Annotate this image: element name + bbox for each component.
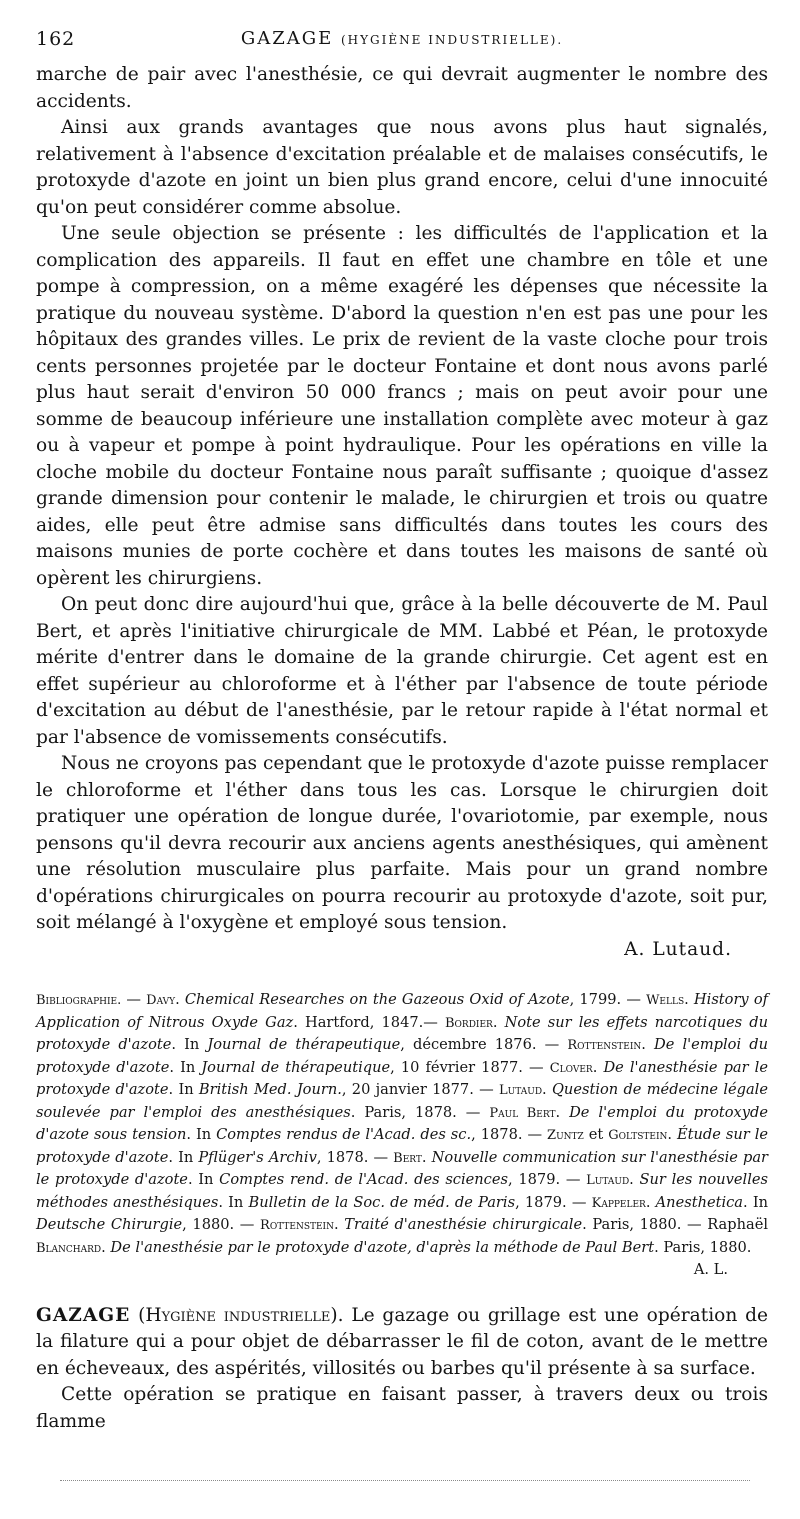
biblio-part: . (645, 1193, 656, 1211)
biblio-part: , décembre 1876. — (400, 1036, 568, 1053)
biblio-author: Lutaud (499, 1083, 543, 1098)
biblio-part: et (583, 1126, 609, 1143)
biblio-part: , 20 janvier 1877. — (341, 1081, 500, 1098)
biblio-author: Wells (646, 993, 685, 1008)
paragraph-5: Nous ne croyons pas cependant que le protoxyde d'azote puisse remplacer le chloroforme et l'éther dans tous les cas. Lorsque le chirurgien doit pratiquer une opération de longue durée, l'ovariotomie, par exemple, nous pensons qu'il devra recourir aux anciens agents anesthésiques, qui amènent une résolution musculaire plus parfaite. Mais pour un grand nombre d'opérations chirurgicales on pourra recourir au protoxyde d'azote, soit pur, soit mélangé à l'oxygène et employé sous tension. (36, 753, 768, 933)
entry-headword: GAZAGE (36, 1304, 131, 1326)
biblio-journal: British Med. Journ. (198, 1081, 342, 1098)
biblio-author: Davy (146, 993, 176, 1008)
biblio-author: Rottenstein (260, 1218, 334, 1233)
biblio-part: . (333, 1216, 345, 1233)
running-header (36, 28, 768, 62)
biblio-part: . (492, 1013, 505, 1031)
biblio-journal: Bulletin de la Soc. de méd. de Paris (248, 1193, 516, 1211)
biblio-title: Étude sur le protoxyde d'azote (36, 1126, 769, 1166)
biblio-part: . (684, 991, 694, 1008)
biblio-journal: Comptes rendus de l'Acad. des sc. (216, 1126, 472, 1143)
bibliography-label: Bibliographie. (36, 993, 122, 1008)
biblio-part: . In (171, 1036, 208, 1053)
running-title (36, 28, 768, 49)
biblio-author: Goltstein (608, 1128, 668, 1143)
biblio-title: De l'emploi du protoxyde d'azote (36, 1036, 768, 1076)
biblio-title: Anesthetica (655, 1193, 744, 1211)
biblio-part: . (421, 1148, 432, 1166)
biblio-part: — (121, 991, 147, 1008)
biblio-part: , 1799. — (569, 991, 647, 1008)
page-number: 162 (36, 28, 76, 50)
biblio-part: . (101, 1238, 111, 1256)
page (36, 28, 768, 1435)
biblio-part: . (592, 1058, 604, 1076)
biblio-part: . (629, 1171, 640, 1188)
biblio-title: De l'emploi du protoxyde d'azote sous tension (36, 1103, 768, 1143)
biblio-author: Blanchard (36, 1240, 102, 1256)
next-entry-paragraph (36, 1303, 768, 1383)
biblio-part: , 10 février 1877. — (390, 1058, 550, 1076)
biblio-journal: Deutsche Chirurgie (36, 1216, 183, 1233)
biblio-title: History of Application of Nitrous Oxyde Gaz (36, 991, 769, 1031)
biblio-part: . (175, 991, 185, 1008)
biblio-part: . In (168, 1081, 199, 1098)
biblio-title: Note sur les effets narcotiques du protoxyde d'azote (36, 1013, 769, 1053)
biblio-part: , 1879. — (515, 1193, 592, 1211)
biblio-author: Bert (393, 1150, 422, 1166)
biblio-author: Lutaud (586, 1173, 630, 1188)
biblio-part: . Paris, 1880. (654, 1238, 752, 1256)
biblio-part: , 1878. — (316, 1148, 394, 1166)
entry-text: Le gazage ou grillage est une opération de la filature qui a pour objet de débarrasser le fil de coton, avant de le mettre en écheveaux, des aspérités, villosités ou barbes qu'il présente à sa surface. (36, 1304, 768, 1379)
running-title-main: GAZAGE (240, 28, 334, 49)
biblio-title: De l'anesthésie par le protoxyde d'azote (36, 1058, 768, 1098)
biblio-part: . In (169, 1058, 202, 1076)
paragraph-1: marche de pair avec l'anesthésie, ce qui devrait augmenter le nombre des accidents. (36, 64, 768, 112)
bibliography (36, 989, 768, 1281)
biblio-title: Chemical Researches on the Gazeous Oxid of Azote (184, 991, 570, 1008)
biblio-part: . In (168, 1148, 199, 1166)
biblio-author: Clover (549, 1060, 593, 1076)
running-title-subtitle: (HYGIÈNE INDUSTRIELLE). (340, 33, 564, 47)
biblio-journal: Comptes rend. de l'Acad. des sciences (219, 1171, 508, 1188)
biblio-title: Question de médecine légale soulevée par l'emploi des anesthésiques (36, 1081, 768, 1121)
biblio-part: . In (743, 1193, 768, 1211)
biblio-part: , 1880. — (182, 1216, 261, 1233)
entry-continuation: Cette opération se pratique en faisant passer, à travers deux ou trois flamme (36, 1384, 768, 1432)
biblio-part: . (555, 1103, 570, 1121)
paragraph-4: On peut donc dire aujourd'hui que, grâce à la belle découverte de M. Paul Bert, et après l'initiative chirurgicale de MM. Labbé et Péan, le protoxyde mérite d'entrer dans le domaine de la grande chirurgie. Cet agent est en effet supérieur au chloroforme et à l'éther par l'absence de toute période d'excitation au début de l'anesthésie, par le retour rapide à l'état normal et par l'absence de vomissements consécutifs. (36, 594, 768, 748)
biblio-title: Nouvelle communication sur l'anesthésie par le protoxyde d'azote (36, 1148, 768, 1188)
next-entry (36, 1303, 768, 1436)
biblio-author: Paul Bert (489, 1105, 556, 1121)
entry-subject: (Hygiène industrielle). (138, 1304, 344, 1326)
paragraph-2: Ainsi aux grands avantages que nous avons plus haut signalés, relativement à l'absence d'excitation préalable et de malaises consécutifs, le protoxyde d'azote en joint un bien plus grand encore, celui d'une innocuité qu'on peut considérer comme absolue. (36, 117, 768, 218)
biblio-part: . In (186, 1126, 217, 1143)
biblio-author: Rottenstein (567, 1038, 642, 1053)
biblio-part: , 1879. — (508, 1171, 587, 1188)
biblio-title: Traité d'anesthésie chirurgicale (344, 1216, 583, 1233)
biblio-part: . (542, 1081, 552, 1098)
bibliography-signature: A. L. (693, 1261, 728, 1278)
biblio-journal: Pflüger's Archiv (198, 1148, 317, 1166)
biblio-part: . Paris, 1880. — Raphaël (582, 1216, 769, 1233)
biblio-part: . (641, 1036, 655, 1053)
biblio-title: Sur les nouvelles méthodes anesthésiques (36, 1171, 768, 1211)
biblio-title: De l'anesthésie par le protoxyde d'azote, d'après la méthode de Paul Bert (110, 1238, 655, 1256)
biblio-journal: Journal de thérapeutique (201, 1058, 391, 1076)
biblio-part: . In (187, 1171, 220, 1188)
author-signature: A. Lutaud. (624, 938, 732, 960)
footer-divider (60, 1480, 750, 1481)
biblio-author: Bordier (444, 1015, 493, 1031)
biblio-part: , 1878. — (471, 1126, 548, 1143)
biblio-part: . (667, 1126, 678, 1143)
biblio-part: . Hartford, 1847.— (293, 1013, 445, 1031)
biblio-author: Kappeler (591, 1195, 646, 1211)
biblio-journal: Journal de thérapeutique (207, 1036, 401, 1053)
paragraph-3: Une seule objection se présente : les difficultés de l'application et la complication des appareils. Il faut en effet une chambre en tôle et une pompe à compression, on a même exagéré les dépenses que nécessite la pratique du nouveau système. D'abord la question n'en est pas une pour les hôpitaux des grandes villes. Le prix de revient de la vaste cloche pour trois cents personnes projetée par le docteur Fontaine et dont nous avons parlé plus haut serait d'environ 50 000 francs ; mais on peut avoir pour une somme de beaucoup inférieure une installation complète avec moteur à gaz ou à vapeur et pompe à point hydraulique. Pour les opérations en ville la cloche mobile du docteur Fontaine nous paraît suffisante ; quoique d'assez grande dimension pour contenir le malade, le chirurgien et trois ou quatre aides, elle peut être admise sans difficultés dans toutes les cours des maisons munies de porte cochère et dans toutes les maisons de santé où opèrent les chirurgiens. (36, 223, 768, 589)
biblio-author: Zuntz (547, 1128, 584, 1143)
biblio-part: . Paris, 1878. — (350, 1103, 490, 1121)
biblio-part: . In (218, 1193, 249, 1211)
article-body (36, 62, 768, 963)
